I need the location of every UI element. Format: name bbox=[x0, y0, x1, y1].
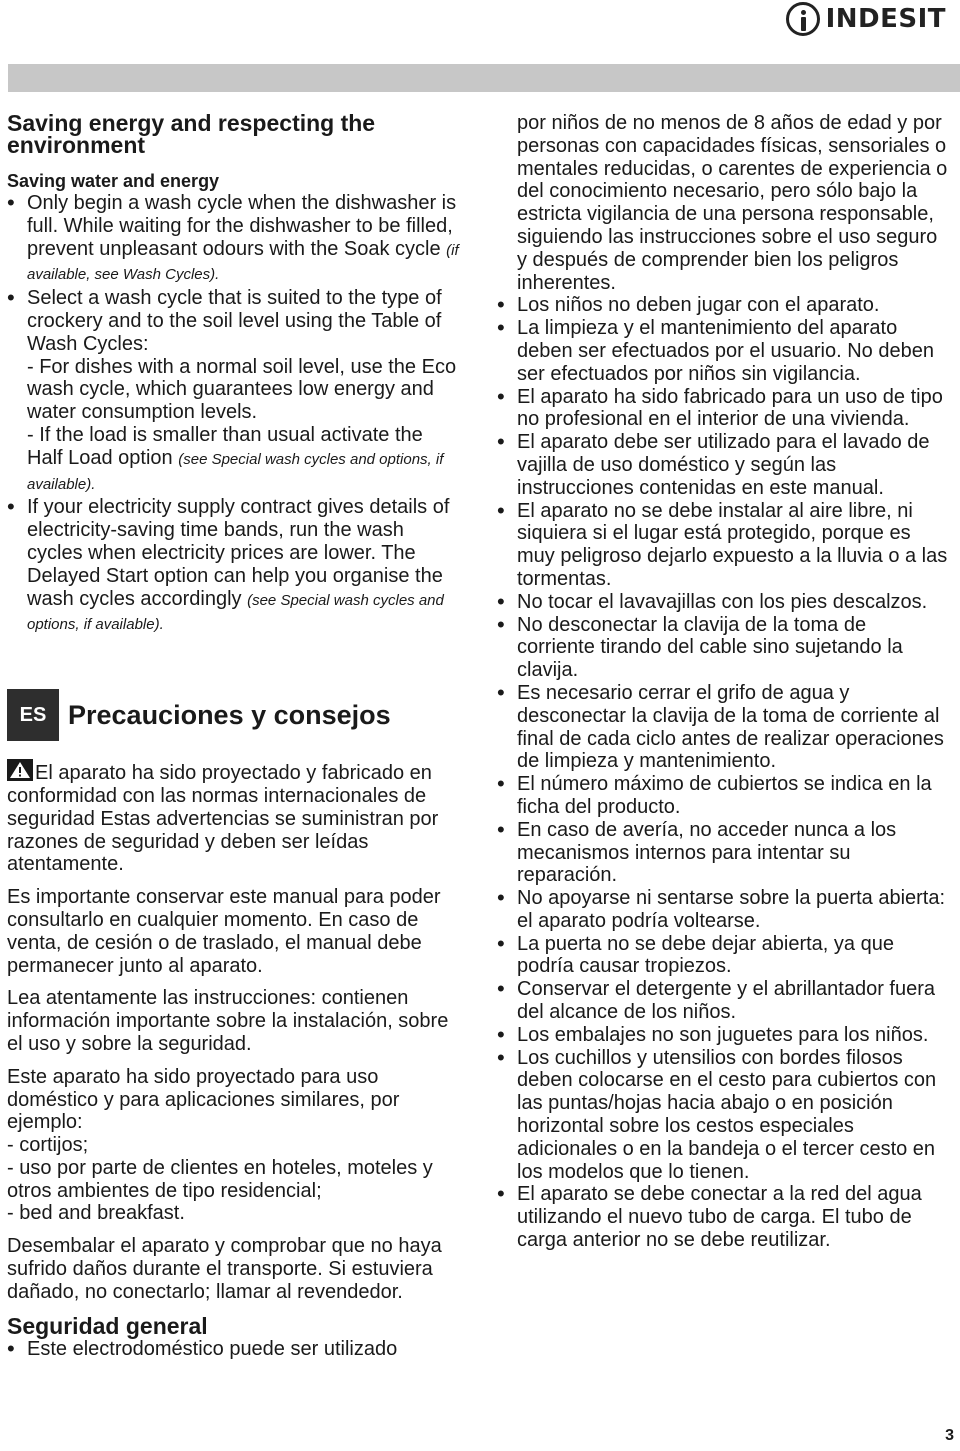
language-badge: ES bbox=[7, 689, 59, 741]
section-title: Saving energy and respecting the environment bbox=[7, 110, 376, 158]
list-item: • La puerta no se debe dejar abierta, ya que podría causar tropiezos. bbox=[497, 933, 949, 979]
sub-title: Saving water and energy bbox=[7, 171, 220, 191]
paragraph: El aparato ha sido proyectado y fabricado en conformidad con las normas internacionales de seguridad Estas advertencias se suministran por razones de seguridad y deben ser leídas atentamente. bbox=[7, 759, 459, 876]
list-item: • El aparato se debe conectar a la red del agua utilizando el nuevo tubo de carga. El tubo de carga anterior no se debe reutilizar. bbox=[497, 1183, 949, 1251]
list-item: • El aparato ha sido fabricado para un uso de tipo no profesional en el interior de una vivienda. bbox=[497, 386, 949, 432]
safety-list bbox=[497, 294, 949, 1251]
list-item: • Select a wash cycle that is suited to the type of crockery and to the soil level using the Table of Wash Cycles: - For dishes with a normal soil level, use the Eco wash cycle, which guarantees low energy and water consumption levels. - If the load is smaller than usual activate the Half Load option (see Special wash cycles and options, if available). bbox=[7, 287, 459, 496]
safety-list-start bbox=[7, 1338, 459, 1361]
paragraph: Desembalar el aparato y comprobar que no haya sufrido daños durante el transporte. Si estuviera dañado, no conectarlo; llamar al revendedor. bbox=[7, 1235, 442, 1303]
brand-name: INDESIT bbox=[825, 4, 946, 34]
list-item: • En caso de avería, no acceder nunca a los mecanismos internos para intentar su reparación. bbox=[497, 819, 949, 887]
warning-icon bbox=[7, 759, 33, 781]
list-item: • Este electrodoméstico puede ser utilizado bbox=[7, 1338, 459, 1361]
page-number: 3 bbox=[945, 1427, 954, 1444]
es-heading bbox=[7, 689, 459, 741]
paragraph: Lea atentamente las instrucciones: contienen información importante sobre la instalación, sobre el uso y sobre la seguridad. bbox=[7, 987, 449, 1055]
indesit-logo-icon bbox=[786, 2, 820, 36]
safety-title: Seguridad general bbox=[7, 1312, 208, 1339]
list-item: • Los cuchillos y utensilios con bordes filosos deben colocarse en el cesto para cubiertos con las puntas/hojas hacia abajo o en posición horizontal sobre los cestos especiales adicionales o en la bandeja o el tercer cesto en los modelos que lo tienen. bbox=[497, 1047, 949, 1184]
header-band bbox=[8, 64, 960, 92]
list-item: • Only begin a wash cycle when the dishwasher is full. While waiting for the dishwasher to be filled, prevent unpleasant odours with the Soak cycle (if available, see Wash Cycles). bbox=[7, 192, 459, 287]
right-column bbox=[497, 112, 949, 1252]
list-item: • El número máximo de cubiertos se indica en la ficha del producto. bbox=[497, 773, 949, 819]
list-item: • El aparato debe ser utilizado para el lavado de vajilla de uso doméstico y según las instrucciones contenidas en este manual. bbox=[497, 431, 949, 499]
list-item: • El aparato no se debe instalar al aire libre, ni siquiera si el lugar está protegido, porque es muy peligroso dejarlo expuesto a la lluvia o a las tormentas. bbox=[497, 500, 949, 591]
list-item: • If your electricity supply contract gives details of electricity-saving time bands, run the wash cycles when electricity prices are lower. The Delayed Start option can help you organise the wash cycles accordingly (see Special wash cycles and options, if available). bbox=[7, 496, 459, 637]
list-item: • No desconectar la clavija de la toma de corriente tirando del cable sino sujetando la clavija. bbox=[497, 614, 949, 682]
list-item: • No tocar el lavavajillas con los pies descalzos. bbox=[497, 591, 949, 614]
list-item: • Conservar el detergente y el abrillantador fuera del alcance de los niños. bbox=[497, 978, 949, 1024]
paragraph: por niños de no menos de 8 años de edad y por personas con capacidades físicas, sensoriales o mentales reducidas, o carentes de experiencia o del conocimiento necesario, pero sólo bajo la estricta vigilancia de una persona responsable, siguiendo las instrucciones sobre el uso seguro y después de comprender bien los peligros inherentes. bbox=[517, 112, 948, 294]
list-item: • Los embalajes no son juguetes para los niños. bbox=[497, 1024, 949, 1047]
left-column bbox=[7, 112, 459, 1360]
energy-tips-list bbox=[7, 192, 459, 637]
brand-logo bbox=[786, 2, 946, 36]
list-item: • Es necesario cerrar el grifo de agua y desconectar la clavija de la toma de corriente al final de cada ciclo antes de realizar operaciones de limpieza y mantenimiento. bbox=[497, 682, 949, 773]
list-item: • No apoyarse ni sentarse sobre la puerta abierta: el aparato podría voltearse. bbox=[497, 887, 949, 933]
list-item: • La limpieza y el mantenimiento del aparato deben ser efectuados por el usuario. No deben ser efectuados por niños sin vigilancia. bbox=[497, 317, 949, 385]
list-item: • Los niños no deben jugar con el aparato. bbox=[497, 294, 949, 317]
paragraph: Es importante conservar este manual para poder consultarlo en cualquier momento. En caso de venta, de cesión o de traslado, el manual debe permanecer junto al aparato. bbox=[7, 886, 441, 977]
paragraph: Este aparato ha sido proyectado para uso doméstico y para aplicaciones similares, por ejemplo: - cortijos; - uso por parte de clientes en hoteles, moteles y otros ambientes de tipo residencial; - bed and breakfast. bbox=[7, 1065, 433, 1225]
es-title: Precauciones y consejos bbox=[68, 699, 391, 730]
